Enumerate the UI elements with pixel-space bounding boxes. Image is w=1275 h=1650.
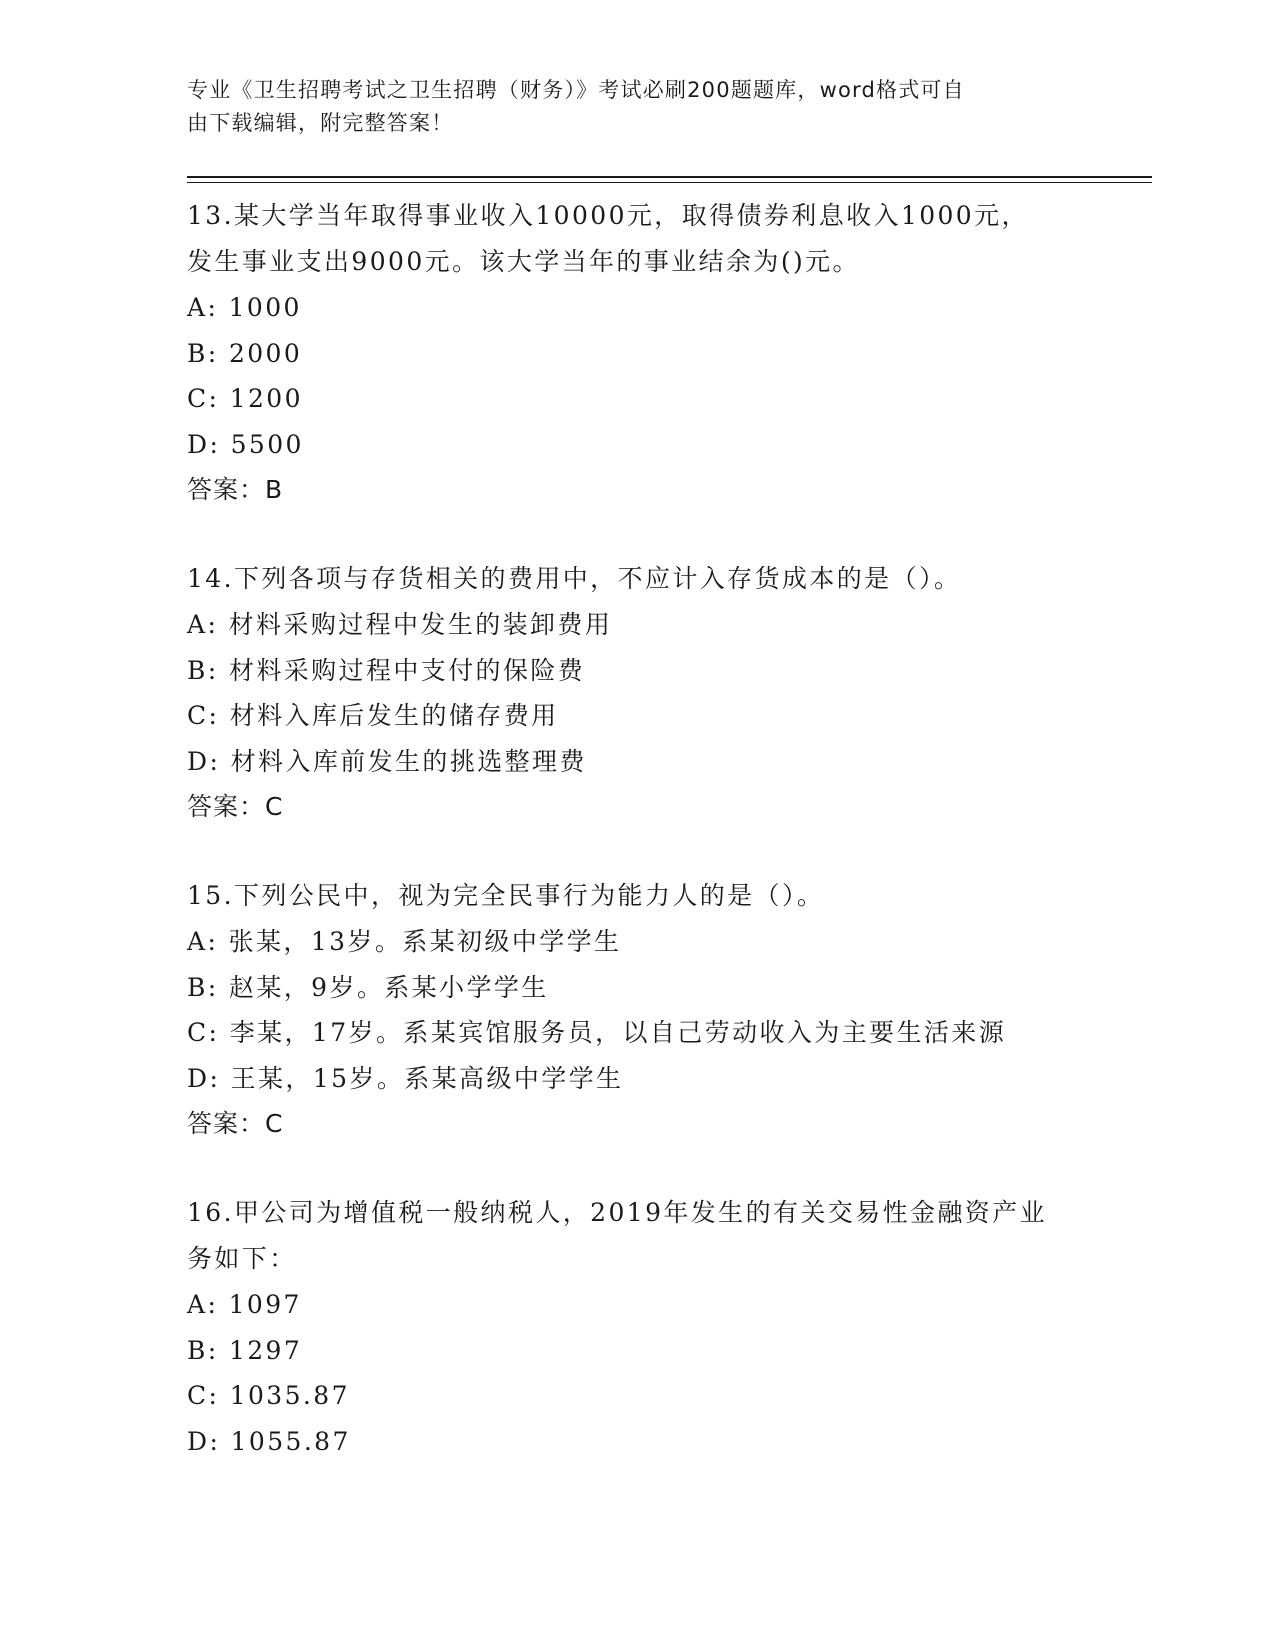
option-b: B: 材料采购过程中支付的保险费 bbox=[187, 655, 586, 685]
option-d: D: 王某，15岁。系某高级中学学生 bbox=[187, 1063, 624, 1093]
document-header bbox=[187, 74, 1067, 140]
option-b: B: 赵某，9岁。系某小学学生 bbox=[187, 972, 549, 1002]
option-a: A: 1097 bbox=[187, 1290, 302, 1319]
question-stem-line: 14.下列各项与存货相关的费用中，不应计入存货成本的是（）。 bbox=[187, 564, 962, 593]
option-c: C: 材料入库后发生的储存费用 bbox=[187, 701, 559, 730]
question-16 bbox=[187, 1190, 1087, 1464]
question-stem-line: 16.甲公司为增值税一般纳税人，2019年发生的有关交易性金融资产业 bbox=[187, 1198, 1047, 1227]
question-13 bbox=[187, 193, 1087, 512]
option-c: C: 1200 bbox=[187, 384, 303, 413]
option-a: A: 材料采购过程中发生的装卸费用 bbox=[187, 610, 613, 639]
question-15 bbox=[187, 873, 1087, 1146]
header-divider-thin bbox=[187, 182, 1152, 183]
question-stem-line: 13.某大学当年取得事业收入10000元，取得债券利息收入1000元， bbox=[187, 201, 1029, 230]
question-list bbox=[187, 193, 1087, 1508]
option-b: B: 2000 bbox=[187, 338, 303, 368]
option-c: C: 李某，17岁。系某宾馆服务员，以自己劳动收入为主要生活来源 bbox=[187, 1018, 1007, 1047]
question-stem-line: 务如下： bbox=[187, 1244, 297, 1273]
option-b: B: 1297 bbox=[187, 1335, 303, 1365]
option-d: D: 1055.87 bbox=[187, 1426, 351, 1456]
question-stem-line: 发生事业支出9000元。该大学当年的事业结余为()元。 bbox=[187, 247, 860, 276]
option-d: D: 材料入库前发生的挑选整理费 bbox=[187, 746, 587, 776]
header-line-1: 专业《卫生招聘考试之卫生招聘（财务）》考试必刷200题题库，word格式可自 bbox=[187, 78, 965, 102]
answer-label: 答案：B bbox=[187, 475, 284, 504]
option-c: C: 1035.87 bbox=[187, 1381, 350, 1410]
question-14 bbox=[187, 556, 1087, 829]
question-stem-line: 15.下列公民中，视为完全民事行为能力人的是（）。 bbox=[187, 881, 825, 910]
header-line-2: 由下载编辑，附完整答案！ bbox=[187, 111, 454, 135]
option-d: D: 5500 bbox=[187, 429, 304, 459]
option-a: A: 1000 bbox=[187, 293, 302, 322]
answer-label: 答案：C bbox=[187, 1109, 284, 1138]
option-a: A: 张某，13岁。系某初级中学学生 bbox=[187, 927, 622, 956]
header-divider bbox=[187, 176, 1152, 178]
answer-label: 答案：C bbox=[187, 792, 284, 821]
